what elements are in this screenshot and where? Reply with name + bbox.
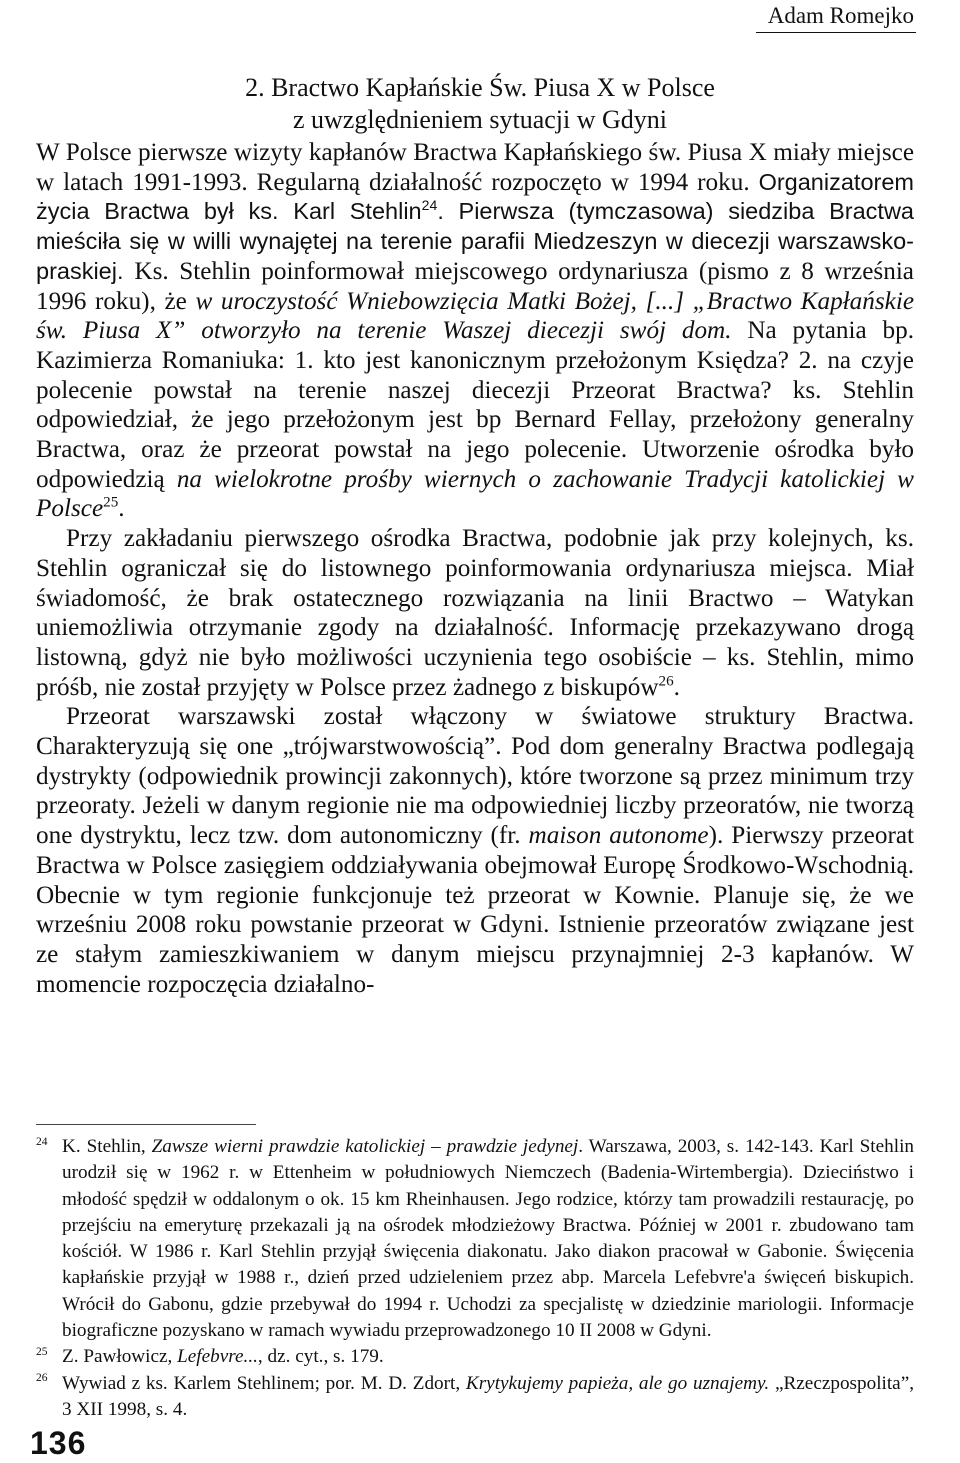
section-title-line-2: z uwzględnieniem sytuacji w Gdyni xyxy=(292,105,668,134)
p2-end: . xyxy=(673,673,680,701)
body-text xyxy=(36,138,914,999)
paragraph-3 xyxy=(36,702,914,999)
footnote-24-b: . Warszawa, 2003, s. 142-143. Karl Stehlin urodził się w 1962 r. w Ettenheim w południowych Niemczech (Badenia-Wirtembergia). Dzieciństwo i młodość spędził w oddalonym o ok. 15 km Rheinhausen. Jego rodzice, którzy tam prowadzili restaurację, po przejściu na emeryturę przekazali ją na ośrodek młodzieżowy Bractwa. Później w 2001 r. zbudowano tam kościół. W 1986 r. Karl Stehlin przyjął święcenia diakonatu. Jako diakon pracował w Gabonie. Święcenia kapłańskie przyjął w 1988 r., dzień przed udzieleniem przez abp. Marcela Lefebvre'a święceń biskupich. Wrócił do Gabonu, gdzie przebywał do 1994 r. Uchodzi za specjalistę w dziedzinie mariologii. Informacje biograficzne pozyskano w ramach wywiadu przeprowadzonego 10 II 2008 w Gdyni. xyxy=(62,1136,914,1342)
footnotes xyxy=(36,1134,914,1423)
section-title-line-1: 2. Bractwo Kapłańskie Św. Piusa X w Polsce xyxy=(245,73,715,102)
footnote-26: $^{26}$ Wywiad z ks. Karlem Stehlinem; por. M. D. Zdort, Krytykujemy papieża, ale go uznajemy. „Rzeczpospolita”, 3 XII 1998, s. 4. xyxy=(36,1372,915,1420)
footnote-ref-25: 25 xyxy=(103,495,119,512)
footnote-24-a: K. Stehlin, xyxy=(62,1136,152,1157)
p1-text-e: Na pytania bp. Kazimierza Romaniuka: 1. kto jest kanonicznym przełożonym Księdza? 2. na czyje polecenie powstał na terenie naszej diecezji Przeorat Bractwa? ks. Stehlin odpowiedział, że jego przełożonym jest bp Bernard Fellay, przełożony generalny Bractwa, oraz że przeorat powstał na jego polecenie. Utworzenie ośrodka było odpowiedzią xyxy=(36,317,914,493)
running-head-author: Adam Romejko xyxy=(756,2,916,33)
footnote-24: $^{24}$ K. Stehlin, Zawsze wierni prawdzie katolickiej – prawdzie jedynej. Warszawa, 2003, s. 142-143. Karl Stehlin urodził się w 1962 r. w Ettenheim w południowych Niemczech (Badenia-Wirtembergia). Dzieciństwo i młodość spędził w oddalonym o ok. 15 km Rheinhausen. Jego rodzice, którzy tam prowadzili restaurację, po przejściu na emeryturę przekazali ją na ośrodek młodzieżowy Bractwa. Później w 2001 r. zbudowano tam kościół. W 1986 r. Karl Stehlin przyjął święcenia diakonatu. Jako diakon pracował w Gabonie. Święcenia kapłańskie przyjął w 1988 r., dzień przed udzieleniem przez abp. Marcela Lefebvre'a święceń biskupich. Wrócił do Gabonu, gdzie przebywał do 1994 r. Uchodzi za specjalistę w dziedzinie mariologii. Informacje biograficzne pozyskano w ramach wywiadu przeprowadzonego 10 II 2008 w Gdyni. xyxy=(36,1135,914,1342)
section-heading xyxy=(36,72,924,136)
p3-text-b: ). Pierwszy przeorat Bractwa w Polsce zasięgiem oddziaływania obejmował Europę Środkowo-Wschodnią. Obecnie w tym regionie funkcjonuje też przeorat w Kownie. Planuje się, że we wrześniu 2008 roku powstanie przeorat w Gdyni. Istnienie przeoratów związane jest ze stałym zamieszkiwaniem w danym miejscu przynajmniej 2-3 kapłanów. W momencie rozpoczęcia działalno- xyxy=(36,822,915,998)
footnote-ref-24: 24 xyxy=(421,197,438,214)
footnote-ref-26: 26 xyxy=(658,673,674,690)
footnote-26-a: Wywiad z ks. Karlem Stehlinem; por. M. D. Zdort, xyxy=(62,1372,466,1394)
footnote-24-title: Zawsze wierni prawdzie katolickiej – prawdzie jedynej xyxy=(151,1136,579,1157)
footnote-25: $^{25}$ Z. Pawłowicz, Lefebvre..., dz. cyt., s. 179. xyxy=(36,1345,384,1368)
paragraph-2 xyxy=(36,524,914,702)
p1-text-d: Ks. Stehlin poinformował miejscowego ordynariusza (pismo z 8 września 1996 roku), że xyxy=(36,257,914,315)
footnote-26-b: „Rzeczpospolita”, 3 XII 1998, s. 4. xyxy=(62,1372,915,1420)
footnote-25-title: Lefebvre... xyxy=(177,1346,258,1368)
paragraph-1 xyxy=(36,138,914,524)
p1-quote-2: na wielokrotne prośby wiernych o zachowanie Tradycji katolickiej w Polsce xyxy=(36,465,914,523)
footnote-25-a: Z. Pawłowicz, xyxy=(62,1346,178,1368)
p1-text-a: W Polsce pierwsze wizyty kapłanów Bractwa Kapłańskiego św. Piusa X miały miejsce w latach 1991-1993. Regularną działalność rozpoczęto w 1994 roku. xyxy=(36,139,914,196)
footnote-25-b: , dz. cyt., s. 179. xyxy=(257,1346,384,1368)
p1-quote: w uroczystość Wniebowzięcia Matki Bożej, [...] „Bractwo Kapłańskie św. Piusa X” otworzyło na terenie Waszej diecezji swój dom. xyxy=(36,287,915,345)
p1-end: . xyxy=(118,495,125,523)
p1-text-b-content: Organizatorem życia Bractwa był ks. Karl Stehlin xyxy=(36,168,914,225)
p2-text: Przy zakładaniu pierwszego ośrodka Bractwa, podobnie jak przy kolejnych, ks. Stehlin ograniczał się do listownego poinformowania ordynariusza miejsca. Miał świadomość, że brak ostatecznego rozwiązania na linii Bractwo – Watykan uniemożliwia otrzymanie zgody na działalność. Informację przekazywano drogą listowną, gdyż nie było możliwości uczynienia tego osobiście – ks. Stehlin, mimo próśb, nie został przyjęty w Polsce przez żadnego z biskupów xyxy=(36,525,914,701)
p3-italic: maison autonome xyxy=(528,822,709,850)
footnote-26-title: Krytykujemy papieża, ale go uznajemy. xyxy=(465,1372,770,1394)
page-number: 136 xyxy=(30,1425,87,1461)
footnote-separator xyxy=(36,1124,256,1125)
p1-text-c: . Pierwsza (tymczasowa) siedziba Bractwa mieściła się w willi wynajętej na terenie parafii Miedzeszyn w diecezji warszawsko-praskiej. xyxy=(36,198,914,284)
p3-text-a: Przeorat warszawski został włączony w światowe struktury Bractwa. Charakteryzują się one „trójwarstwowością”. Pod dom generalny Bractwa podlegają dystrykty (odpowiednik prowincji zakonnych), które tworzone są przez minimum trzy przeoraty. Jeżeli w danym regionie nie ma odpowiedniej liczby przeoratów, nie tworzą one dystryktu, lecz tzw. dom autonomiczny (fr. xyxy=(36,703,914,850)
